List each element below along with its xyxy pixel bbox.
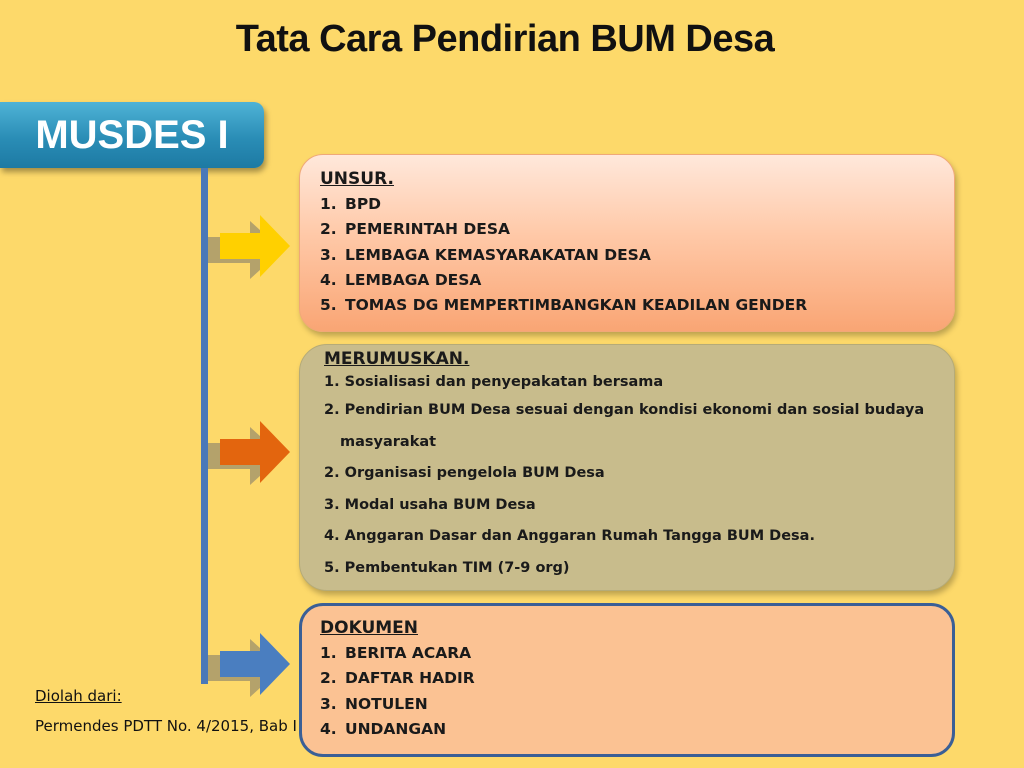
- list-item: 4. LEMBAGA DESA: [320, 270, 482, 289]
- list-item: 2. PEMERINTAH DESA: [320, 220, 510, 239]
- list-item: 2. Pendirian BUM Desa sesuai dengan kondisi ekonomi dan sosial budaya: [324, 402, 925, 418]
- unsur-box: [299, 154, 955, 332]
- list-item: 5. Pembentukan TIM (7-9 org): [324, 559, 570, 576]
- list-item-continuation: masyarakat: [340, 433, 437, 450]
- list-item: 3. LEMBAGA KEMASYARAKATAN DESA: [320, 245, 651, 264]
- page-title: [0, 18, 1010, 61]
- arrow-right-icon: [208, 629, 292, 699]
- list-item: 1. BERITA ACARA: [320, 644, 472, 662]
- arrow-right-icon: [208, 417, 292, 487]
- list-item: 4. UNDANGAN: [320, 719, 447, 738]
- dokumen-header: DOKUMEN: [320, 618, 418, 638]
- list-item: 1. BPD: [320, 195, 382, 213]
- merumuskan-box: [299, 344, 955, 591]
- list-item: 4. Anggaran Dasar dan Anggaran Rumah Tangga BUM Desa.: [324, 528, 815, 544]
- connector-spine: [201, 168, 208, 684]
- credit-label: Diolah dari:: [35, 687, 122, 705]
- title-part-2: BUM Desa: [590, 18, 775, 60]
- musdes-header: MUSDES I: [0, 102, 264, 168]
- list-item: 2. Organisasi pengelola BUM Desa: [324, 465, 605, 481]
- dokumen-box: [299, 603, 955, 757]
- list-item: 5. TOMAS DG MEMPERTIMBANGKAN KEADILAN GENDER: [320, 296, 808, 315]
- credit-source: Permendes PDTT No. 4/2015, Bab I: [35, 717, 297, 735]
- list-item: 3. Modal usaha BUM Desa: [324, 496, 536, 513]
- list-item: 3. NOTULEN: [320, 694, 428, 713]
- merumuskan-header: MERUMUSKAN.: [324, 349, 470, 369]
- arrow-right-icon: [208, 211, 292, 281]
- unsur-list: [320, 192, 954, 318]
- list-item: 2. DAFTAR HADIR: [320, 669, 475, 688]
- title-part-1: Tata Cara Pendirian: [235, 18, 581, 60]
- list-item: 1. Sosialisasi dan penyepakatan bersama: [324, 374, 664, 390]
- dokumen-list: [320, 641, 952, 742]
- unsur-header: UNSUR.: [320, 169, 394, 189]
